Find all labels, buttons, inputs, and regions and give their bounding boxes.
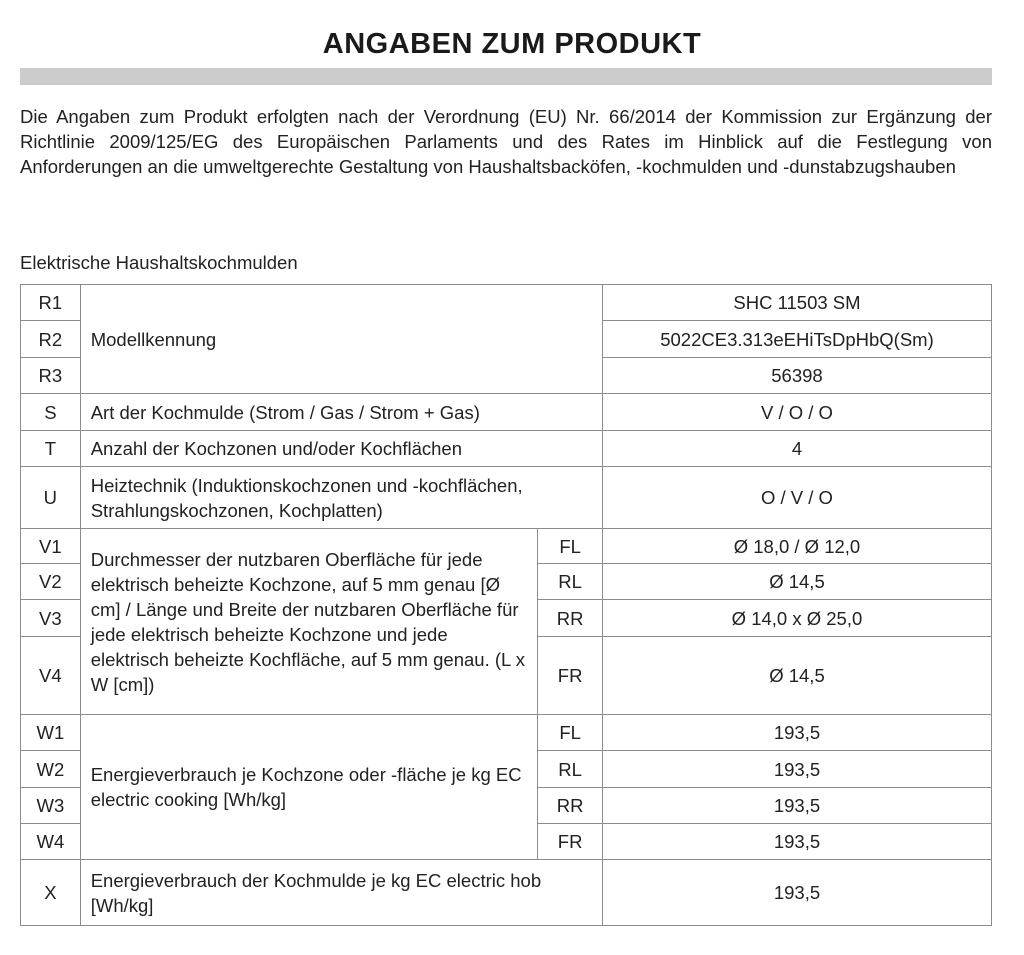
- row-code: W4: [21, 824, 81, 860]
- row-description: Heiztechnik (Induktionskochzonen und -kochflächen, Strahlungskochzonen, Kochplatten): [80, 467, 602, 529]
- table-row: [21, 467, 992, 529]
- table-heading: Elektrische Haushaltskochmulden: [20, 252, 298, 273]
- row-code: X: [21, 860, 81, 926]
- row-code: V3: [21, 600, 81, 637]
- row-code: W1: [21, 715, 81, 751]
- row-description: Energieverbrauch der Kochmulde je kg EC electric hob [Wh/kg]: [80, 860, 602, 926]
- row-code: R3: [21, 358, 81, 394]
- table-row: [21, 285, 992, 321]
- row-code: R2: [21, 321, 81, 358]
- row-description: Art der Kochmulde (Strom / Gas / Strom + Gas): [80, 394, 602, 431]
- table-row: [21, 529, 992, 564]
- zone-position: RL: [538, 751, 603, 788]
- row-code: U: [21, 467, 81, 529]
- row-value: O / V / O: [602, 467, 991, 529]
- row-code: W2: [21, 751, 81, 788]
- row-value: 193,5: [602, 860, 991, 926]
- row-value: 5022CE3.313eEHiTsDpHbQ(Sm): [602, 321, 991, 358]
- zone-position: FR: [538, 824, 603, 860]
- row-value: 4: [602, 431, 991, 467]
- row-description: Durchmesser der nutzbaren Oberfläche für jede elektrisch beheizte Kochzone, auf 5 mm genau [Ø cm] / Länge und Breite der nutzbaren Oberfläche für jede elektrisch beheizte Kochzone und jede elektrisch beheizte Kochfläche, auf 5 mm genau. (L x W [cm]): [80, 529, 538, 715]
- zone-position: RR: [538, 788, 603, 824]
- zone-position: FL: [538, 529, 603, 564]
- row-value: SHC 11503 SM: [602, 285, 991, 321]
- title-divider-bar: [20, 68, 992, 85]
- row-value: 193,5: [602, 751, 991, 788]
- row-code: V2: [21, 564, 81, 600]
- product-spec-table: [20, 284, 992, 926]
- table-row: [21, 715, 992, 751]
- zone-position: RR: [538, 600, 603, 637]
- zone-position: RL: [538, 564, 603, 600]
- row-code: S: [21, 394, 81, 431]
- row-description: Modellkennung: [80, 285, 602, 394]
- row-value: V / O / O: [602, 394, 991, 431]
- row-code: V4: [21, 637, 81, 715]
- zone-position: FL: [538, 715, 603, 751]
- row-code: W3: [21, 788, 81, 824]
- row-value: Ø 18,0 / Ø 12,0: [602, 529, 991, 564]
- row-description: Anzahl der Kochzonen und/oder Kochflächen: [80, 431, 602, 467]
- row-value: 56398: [602, 358, 991, 394]
- page-title: ANGABEN ZUM PRODUKT: [322, 28, 702, 60]
- row-value: 193,5: [602, 788, 991, 824]
- row-value: 193,5: [602, 824, 991, 860]
- table-row: [21, 394, 992, 431]
- row-code: R1: [21, 285, 81, 321]
- row-code: V1: [21, 529, 81, 564]
- table-row: [21, 860, 992, 926]
- zone-position: FR: [538, 637, 603, 715]
- row-code: T: [21, 431, 81, 467]
- row-value: Ø 14,5: [602, 637, 991, 715]
- table-row: [21, 431, 992, 467]
- row-description: Energieverbrauch je Kochzone oder -fläche je kg EC electric cooking [Wh/kg]: [80, 715, 538, 860]
- row-value: 193,5: [602, 715, 991, 751]
- row-value: Ø 14,0 x Ø 25,0: [602, 600, 991, 637]
- intro-paragraph: Die Angaben zum Produkt erfolgten nach der Verordnung (EU) Nr. 66/2014 der Kommission zur Ergänzung der Richtlinie 2009/125/EG des Europäischen Parlaments und des Rates im Hinblick auf die Festlegung von Anforderungen an die umweltgerechte Gestaltung von Haushaltsbacköfen, -kochmulden und -dunstabzugshauben: [20, 106, 992, 177]
- row-value: Ø 14,5: [602, 564, 991, 600]
